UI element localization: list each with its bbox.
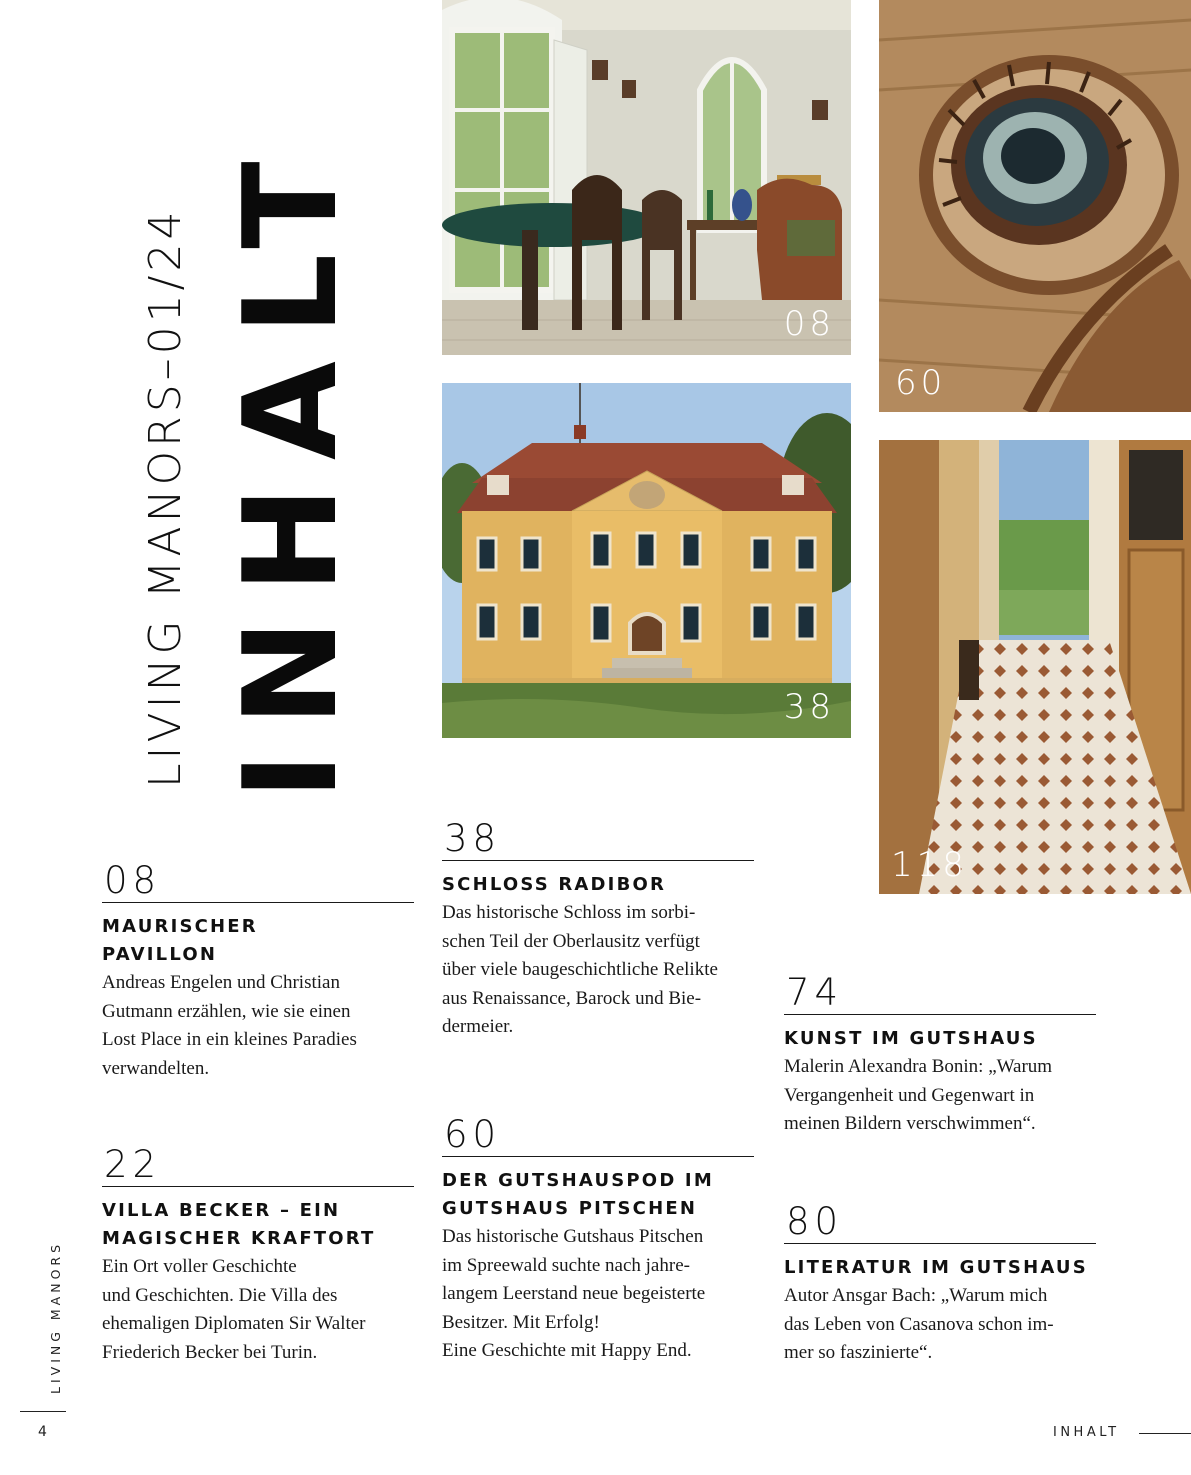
entry-teaser: Das historische Gutshaus Pitschen im Spreewald suchte nach jahre- langem Leerstand neue begeisterte Besitzer. Mit Erfolg! Eine Geschichte mit Happy End.: [442, 1226, 706, 1361]
entry-page-number: 22: [104, 1143, 162, 1186]
entry-teaser: Malerin Alexandra Bonin: „Warum Vergangenheit und Gegenwart in meinen Bildern verschwimmen“.: [784, 1056, 1053, 1134]
divider: [102, 902, 414, 903]
toc-entry[interactable]: [784, 971, 1096, 1139]
page-title: INHALT: [217, 135, 366, 800]
divider: [442, 860, 754, 861]
entry-page-number: 80: [786, 1200, 844, 1243]
schloss-photo[interactable]: [442, 383, 851, 738]
hallway-photo[interactable]: [879, 440, 1191, 894]
section-label: INHALT: [1053, 1425, 1120, 1440]
toc-entry[interactable]: [102, 1143, 414, 1367]
photo-page-number: 38: [783, 687, 835, 727]
divider: [784, 1243, 1096, 1244]
page-number: 4: [38, 1424, 47, 1440]
divider: [442, 1156, 754, 1157]
entry-headline: LITERATUR IM GUTSHAUS: [784, 1257, 1088, 1278]
entry-teaser: Andreas Engelen und Christian Gutmann erzählen, wie sie einen Lost Place in ein kleines Paradies verwandelten.: [102, 972, 357, 1079]
toc-entry[interactable]: [442, 817, 754, 1042]
entry-teaser: Autor Ansgar Bach: „Warum mich das Leben von Casanova schon im- mer so faszinierte“.: [784, 1285, 1054, 1363]
entry-page-number: 74: [786, 971, 844, 1014]
entry-teaser: Das historische Schloss im sorbi- schen Teil der Oberlausitz verfügt über viele baugeschichtliche Relikte aus Renaissance, Barock und Bie- dermeier.: [442, 902, 718, 1037]
section-divider: [1139, 1433, 1191, 1434]
entry-headline: KUNST IM GUTSHAUS: [784, 1028, 1038, 1049]
staircase-photo[interactable]: [879, 0, 1191, 412]
toc-entry[interactable]: [784, 1200, 1096, 1368]
hallway-illustration: [879, 440, 1191, 894]
schloss-illustration: [442, 383, 851, 738]
photo-page-number: 118: [891, 845, 968, 885]
divider: [784, 1014, 1096, 1015]
entry-page-number: 38: [444, 817, 502, 860]
footer-divider: [20, 1411, 66, 1412]
magazine-title: LIVING MANORS–01/24: [140, 207, 191, 788]
entry-teaser: Ein Ort voller Geschichte und Geschichten. Die Villa des ehemaligen Diplomaten Sir Walter Friederich Becker bei Turin.: [102, 1256, 366, 1363]
toc-entry[interactable]: [442, 1113, 754, 1366]
entry-headline: SCHLOSS RADIBOR: [442, 874, 667, 895]
salon-illustration: [442, 0, 851, 355]
entry-headline: MAURISCHER PAVILLON: [102, 916, 258, 965]
entry-page-number: 60: [444, 1113, 502, 1156]
entry-page-number: 08: [104, 859, 162, 902]
photo-page-number: 08: [783, 304, 835, 344]
staircase-illustration: [879, 0, 1191, 412]
side-magazine-label: LIVING MANORS: [48, 1240, 63, 1394]
divider: [102, 1186, 414, 1187]
entry-headline: VILLA BECKER – EIN MAGISCHER KRAFTORT: [102, 1200, 376, 1249]
photo-page-number: 60: [895, 363, 947, 403]
salon-photo[interactable]: [442, 0, 851, 355]
entry-headline: DER GUTSHAUSPOD IM GUTSHAUS PITSCHEN: [442, 1170, 714, 1219]
toc-entry[interactable]: [102, 859, 414, 1083]
